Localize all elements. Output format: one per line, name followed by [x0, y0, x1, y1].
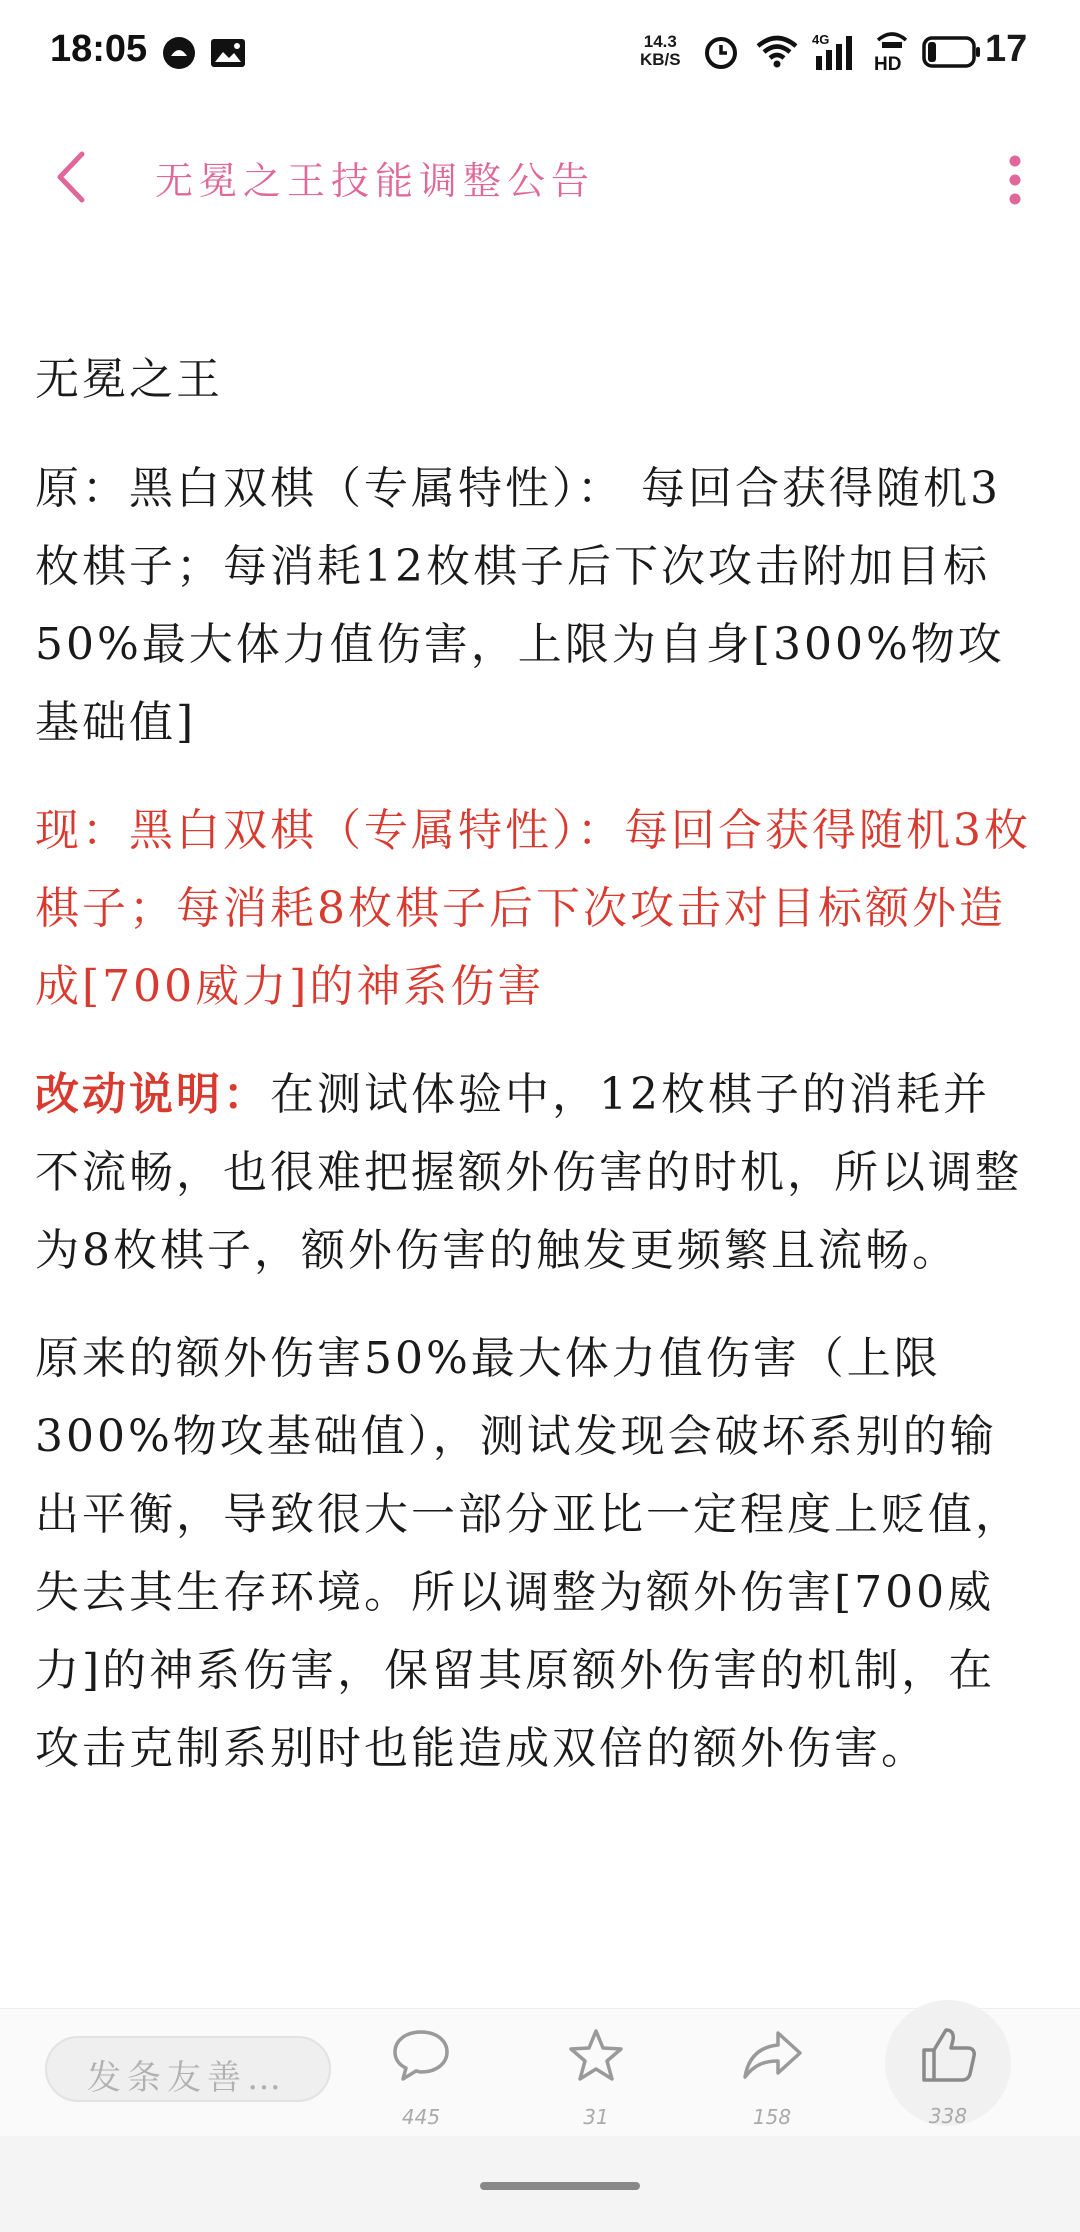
share-count: 158: [752, 2105, 792, 2129]
svg-text:HD: HD: [874, 54, 902, 72]
svg-text:4G: 4G: [812, 32, 830, 47]
battery-level: 17: [985, 28, 1028, 70]
comment-button[interactable]: [366, 2027, 476, 2137]
status-time: 18:05: [50, 28, 148, 70]
change-label: 改动说明：: [35, 1069, 270, 1120]
comment-input[interactable]: [45, 2036, 331, 2102]
like-count: 338: [928, 2104, 968, 2128]
status-bar: [0, 0, 1080, 110]
image-icon: [210, 38, 246, 72]
like-button[interactable]: [893, 2026, 1003, 2136]
article-heading: 无冕之王: [35, 354, 223, 405]
comment-placeholder: 发条友善…: [87, 2058, 287, 2098]
star-icon: [541, 2027, 651, 2085]
page-title: 无冕之王技能调整公告: [155, 159, 596, 203]
net-speed-value: 14.3: [643, 32, 677, 51]
battery-icon: [922, 36, 982, 72]
more-vertical-icon: [985, 200, 1045, 219]
change-explanation-paragraph: [35, 1056, 1035, 1290]
favorite-button[interactable]: [541, 2027, 651, 2137]
star-count: 31: [583, 2105, 609, 2129]
wifi-icon: [755, 34, 799, 72]
hd-icon: [872, 30, 912, 76]
alarm-icon: [702, 33, 740, 75]
home-indicator[interactable]: [480, 2182, 640, 2190]
comment-bubble-icon: [366, 2027, 476, 2085]
original-skill-paragraph: 原：黑白双棋（专属特性）： 每回合获得随机3枚棋子；每消耗12枚棋子后下次攻击附加目标50%最大体力值伤害，上限为自身[300%物攻基础值]: [35, 463, 1005, 748]
system-nav-area: [0, 2136, 1080, 2232]
share-arrow-icon: [717, 2027, 827, 2085]
explanation-paragraph-2: 原来的额外伤害50%最大体力值伤害（上限300%物攻基础值），测试发现会破坏系别的输出平衡，导致很大一部分亚比一定程度上贬值，失去其生存环境。所以调整为额外伤害[700威力]的神系伤害，保留其原额外伤害的机制，在攻击克制系别时也能造成双倍的额外伤害。: [35, 1333, 1022, 1774]
signal-icon: [812, 32, 860, 76]
net-speed: [640, 33, 681, 69]
article-body: [35, 340, 1035, 1818]
back-button[interactable]: [40, 142, 110, 212]
more-button[interactable]: [985, 145, 1045, 215]
thumbs-up-icon: [893, 2026, 1003, 2084]
app-header: [0, 120, 1080, 230]
net-speed-unit: KB/S: [640, 50, 681, 69]
chevron-left-icon: [40, 197, 110, 216]
notification-circle-icon: [162, 36, 196, 74]
share-button[interactable]: [717, 2027, 827, 2137]
change-text: 在测试体验中，12枚棋子的消耗并不流畅，也很难把握额外伤害的时机，所以调整为8枚棋子，额外伤害的触发更频繁且流畅。: [35, 1069, 1022, 1276]
current-skill-paragraph: 现：黑白双棋（专属特性）：每回合获得随机3枚棋子；每消耗8枚棋子后下次攻击对目标额外造成[700威力]的神系伤害: [35, 805, 1031, 1012]
comment-count: 445: [401, 2105, 441, 2129]
